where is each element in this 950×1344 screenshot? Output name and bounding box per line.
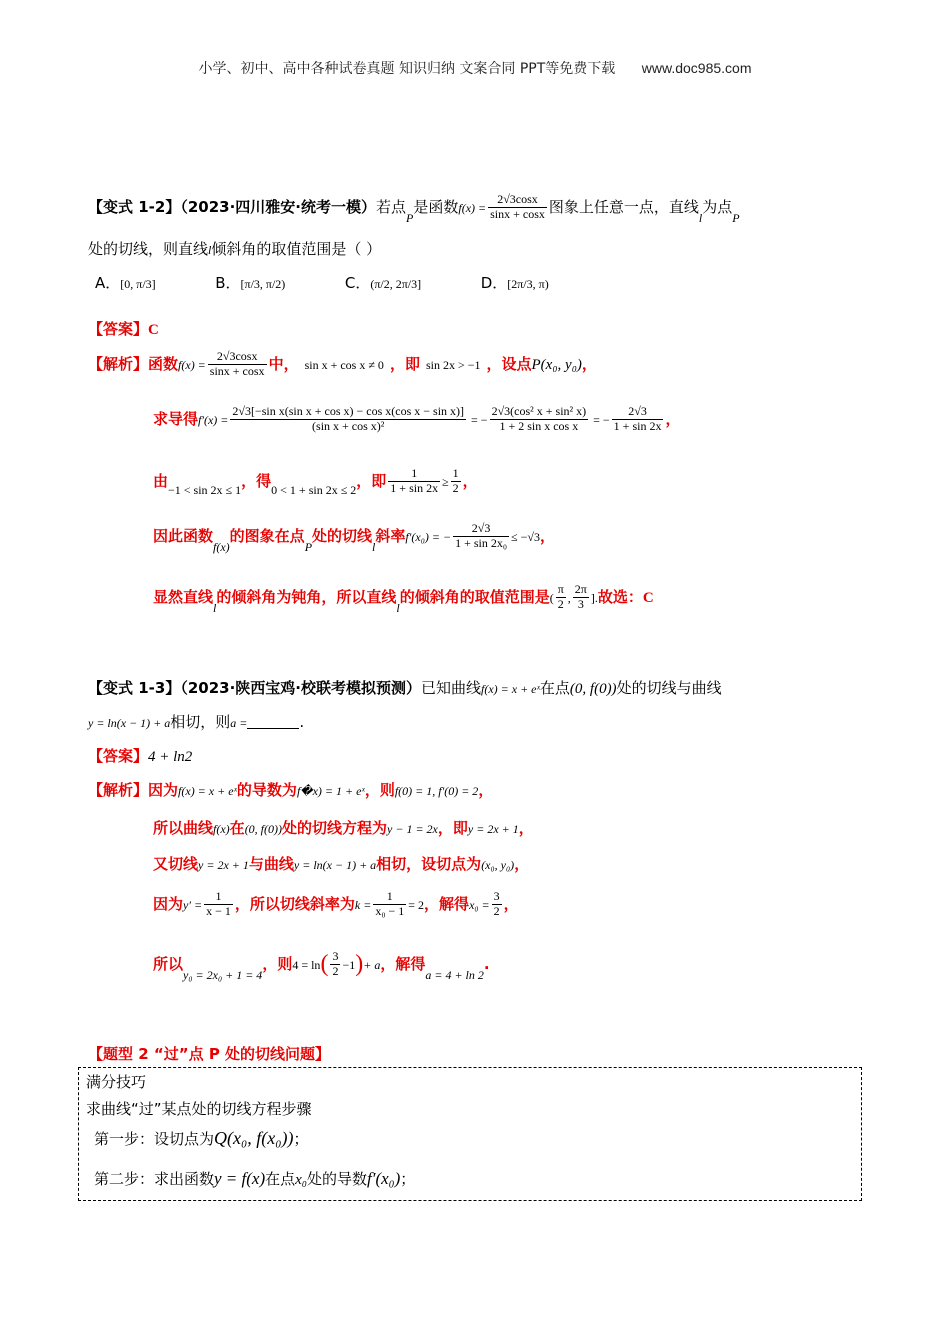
- q13-analysis-label: 【解析】: [88, 781, 149, 799]
- option-b-value: [π/3, π/2): [240, 277, 286, 291]
- q13-s2-pt: (0, f(0)): [244, 822, 283, 836]
- q12-s4-p: P: [304, 539, 313, 554]
- q13-label: 【变式 1-3】: [88, 679, 181, 697]
- q12-s2-frac1: [230, 405, 466, 434]
- q13-s2-d: y − 1 = 2x: [387, 822, 438, 836]
- q12-frac-num: 2√3cosx: [488, 193, 547, 208]
- q13-s2-b: 在: [229, 819, 245, 837]
- q12-s3-frac1: $\frac{1}{1 + \sin 2x}$: [390, 466, 439, 495]
- q12-s3-g: ≥: [442, 474, 449, 489]
- option-a-label: A．: [95, 274, 121, 292]
- q12-s1-fx: f(x) =: [178, 357, 206, 372]
- option-b[interactable]: [215, 274, 285, 292]
- q13-s5-b: y₀ = 2x₀ + 1 = 4: [183, 967, 263, 982]
- q12-analysis-line3: 由$_{-1 < sin 2x \le 1}$，得$_{0 < 1 + sin 2x \le 2}$，即 $\frac{1}{1 + \sin 2x}$ ≥ $\frac{1}{2}$ ，: [153, 466, 478, 497]
- q12-s2-frac2: [490, 405, 589, 434]
- q13-stem-a: 已知曲线: [420, 679, 481, 697]
- q13-s5-e: a = 4 + ln 2: [425, 967, 484, 982]
- q13-s1-fx: f(x) = x + eˣ: [178, 784, 237, 798]
- step1-end: ；: [293, 1130, 309, 1148]
- q13-s2-a: 所以曲线: [153, 819, 214, 837]
- q12-s5-l2: l: [396, 600, 400, 615]
- q12-s1-d: ，即: [389, 354, 420, 373]
- q12-s5-b: 的倾斜角为钝角，所以直线: [216, 587, 397, 606]
- q13-answer: [88, 745, 192, 766]
- option-d[interactable]: [481, 274, 549, 292]
- step1-math: Q(x₀, f(x₀)): [214, 1128, 294, 1148]
- q12-s4-c: 的图象在点: [229, 526, 305, 545]
- q12-line2-a: 处的切线，则直线: [88, 240, 209, 258]
- q12-s5-l: l: [213, 600, 217, 615]
- step2-deriv: f′(x₀): [367, 1169, 401, 1188]
- q12-s1-a: 函数: [148, 354, 179, 373]
- step1-label: 第一步：设切点为: [94, 1130, 215, 1148]
- step2-label: 第二步：求出函数: [94, 1170, 215, 1188]
- q13-s1-e: f(0) = 1, f′(0) = 2: [394, 784, 479, 798]
- q12-s5-d: 故选：: [597, 587, 643, 606]
- step2-func: y = f(x): [214, 1169, 266, 1188]
- type2-title: 【题型 2 “过”点 P 处的切线问题】: [88, 1045, 331, 1063]
- q13-analysis-line3: 又切线y = 2x + 1与曲线y = ln(x − 1) + a相切，设切点为(x₀, y₀)，: [153, 855, 530, 873]
- q12-stem-c: 图象上任意一点，直线: [548, 197, 699, 216]
- q12-answer: [88, 318, 159, 339]
- q13-stem-line1: [88, 677, 722, 698]
- option-c[interactable]: [345, 274, 421, 292]
- q12-answer-label: 【答案】: [88, 320, 149, 338]
- q13-s4-c: ，解得: [424, 894, 470, 913]
- q12-s1-e: sin 2x > −1: [425, 357, 481, 372]
- step2-deriv-label: 处的导数: [307, 1170, 368, 1188]
- q13-analysis-line5: 所以$_{y_0 = 2x_0 + 1 = 4}$，则4 = ln( $\frac{3}{2}$ −1)+ a，解得$_{a = 4 + ln 2}$.: [153, 949, 490, 982]
- q12-s3-d: 0 < 1 + sin 2x ≤ 2: [271, 482, 357, 497]
- q12-s2-den2: 1 + 2 sin x cos x: [499, 418, 579, 433]
- q13-answer-blank[interactable]: [247, 714, 299, 729]
- q12-s2-den: (sin x + cos x)²: [312, 418, 385, 433]
- tips-box-title: 满分技巧: [86, 1073, 147, 1091]
- q12-analysis-line4: 因此函数$_{f(x)}$的图象在点$_P$处的切线$_l$斜率f′(x₀) = − $\frac{2√3}{\text{1 + sin 2x₀}}$ ≤ −√3，: [153, 521, 555, 554]
- q12-stem-d: 为点: [702, 197, 733, 216]
- q12-stem-b: 是函数: [413, 197, 459, 216]
- q12-s3-c: ，得: [241, 471, 272, 490]
- q12-analysis-label: 【解析】: [88, 354, 149, 373]
- q12-s5-a: 显然直线: [153, 587, 214, 606]
- q12-s2-a: 求导得: [153, 409, 199, 428]
- q13-s1-d: ，则: [364, 781, 395, 799]
- q12-s2-den3: 1 + sin 2x: [613, 418, 662, 433]
- q12-s3-h: 2: [452, 480, 459, 495]
- q12-s2-num2: 2√3(cos² x + sin² x): [491, 404, 587, 418]
- q12-stem-line2: [88, 238, 381, 259]
- q12-fx: f(x) =: [458, 200, 487, 215]
- q13-s4-a: 因为: [153, 894, 184, 913]
- q12-s4-g: ≤ −√3: [511, 529, 540, 544]
- step2-end: ；: [400, 1170, 416, 1188]
- tips-step1: [94, 1128, 309, 1149]
- option-d-label: D．: [480, 274, 508, 292]
- q13-analysis-line4: 因为y′ = $\frac{1}{x - 1}$ ，所以切线斜率为k = $\frac{1}{\text{x₀ − 1}}$ = 2，解得x₀ = $\frac{3}{2}$ ，: [153, 889, 519, 918]
- q12-s3-a: 由: [153, 471, 169, 490]
- q13-s1-a: 因为: [148, 781, 179, 799]
- q13-answer-value: 4 + ln2: [148, 749, 193, 765]
- option-a-value: [0, π/3]: [120, 277, 156, 291]
- q12-p2: P: [732, 210, 740, 225]
- q13-answer-label: 【答案】: [88, 747, 149, 765]
- q13-curve: y = ln(x − 1) + a: [88, 716, 171, 730]
- option-c-label: C．: [344, 274, 371, 292]
- q13-s5-d: ，解得: [380, 954, 426, 973]
- q12-s1-frac-num: 2√3cosx: [208, 350, 267, 365]
- q12-s4-f: 1 + sin 2x₀: [455, 535, 508, 550]
- q12-l: l: [698, 210, 703, 225]
- header-url[interactable]: www.doc985.com: [641, 60, 752, 76]
- q12-s3-e: ，即: [356, 471, 387, 490]
- q12-s4-l: l: [372, 539, 376, 554]
- q13-s3-curve: y = ln(x − 1) + a: [293, 858, 377, 872]
- q12-s1-f: ，设点: [486, 354, 532, 373]
- q13-s3-line: y = 2x + 1: [198, 858, 249, 872]
- q12-source: （2023·四川雅安·统考一模）: [180, 197, 376, 216]
- q12-s2-frac3: [612, 405, 664, 434]
- q12-options: [95, 272, 549, 293]
- tips-step2: [94, 1168, 415, 1189]
- q13-fx: f(x) = x + eˣ: [481, 682, 540, 696]
- step2-at-point: 在点: [265, 1170, 296, 1188]
- q12-s4-frac: $\frac{2√3}{\text{1 + sin 2x₀}}$: [455, 521, 508, 550]
- step2-x0: x₀: [295, 1172, 308, 1188]
- q12-s1-frac: [208, 350, 267, 379]
- q12-s5-c: 的倾斜角的取值范围是: [399, 587, 550, 606]
- header-text: 小学、初中、高中各种试卷真题 知识归纳 文案合同 PPT等免费下载: [198, 61, 616, 77]
- option-a[interactable]: [95, 274, 156, 292]
- tips-line1: 求曲线“过”某点处的切线方程步骤: [86, 1100, 312, 1118]
- q13-stem-line2: y = ln(x − 1) + a相切，则a = .: [88, 713, 305, 731]
- q13-s2-f: y = 2x + 1: [467, 822, 519, 836]
- q12-s3-b: −1 < sin 2x ≤ 1: [168, 482, 242, 497]
- q12-s4-b: f(x): [213, 539, 230, 554]
- q12-s1-frac-den: sinx + cosx: [209, 363, 265, 378]
- q13-a-eq: a =: [230, 716, 248, 730]
- q12-s4-e: 斜率: [375, 526, 406, 545]
- q13-s2-e: ，即: [437, 819, 468, 837]
- q12-s2-num: 2√3[−sin x(sin x + cos x) − cos x(cos x − sin x)]: [232, 404, 465, 418]
- q13-s3-a: 又切线: [153, 855, 199, 873]
- q13-analysis-line1: 【解析】因为f(x) = x + eˣ的导数为f�x) = 1 + eˣ，则f(0) = 1, f′(0) = 2，: [88, 781, 494, 799]
- q13-pt: (0, f(0)): [569, 681, 617, 697]
- q12-analysis-line1: [88, 350, 597, 379]
- q13-s1-c: f�x) = 1 + eˣ: [296, 784, 365, 798]
- q12-label: 【变式 1-2】: [88, 197, 181, 216]
- q12-s1-g: P(x₀, y₀): [531, 356, 582, 373]
- q12-s4-d: 处的切线: [312, 526, 373, 545]
- q13-stem-d: 相切，则: [170, 713, 231, 731]
- q12-stem-line1: [88, 193, 740, 226]
- q12-stem-a: 若点: [375, 197, 406, 216]
- option-d-value: [2π/3, π): [507, 277, 549, 291]
- q13-s3-d: (x₀, y₀): [481, 858, 515, 872]
- q13-s2-c: 处的切线方程为: [282, 819, 388, 837]
- q13-analysis-line2: 所以曲线f(x)在(0, f(0))处的切线方程为y − 1 = 2x，即y = 2x + 1，: [153, 819, 534, 837]
- q13-s3-b: 与曲线: [248, 855, 294, 873]
- q13-stem-b: 在点: [539, 679, 570, 697]
- q12-p: P: [406, 210, 414, 225]
- q12-s4-a: 因此函数: [153, 526, 214, 545]
- q13-s3-c: 相切，设切点为: [376, 855, 482, 873]
- q12-s3-frac2: $\frac{1}{2}$: [452, 466, 459, 495]
- q12-s1-b: 中，: [268, 354, 299, 373]
- q12-answer-value: C: [148, 322, 159, 338]
- page-header: [0, 58, 950, 78]
- q12-s2-num3: 2√3: [612, 405, 664, 420]
- q12-s5-e: C: [642, 589, 654, 606]
- q12-analysis-line5: 显然直线$_l$的倾斜角为钝角，所以直线$_l$的倾斜角的取值范围是( $\frac{\pi}{2}$ , $\frac{2\pi}{3}$ ].故选：C: [153, 582, 654, 615]
- q12-frac-den: sinx + cosx: [490, 206, 545, 221]
- q12-s3-f: 1 + sin 2x: [390, 480, 439, 495]
- q13-stem-c: 处的切线与曲线: [616, 679, 722, 697]
- q13-s5-c: ，则: [262, 954, 293, 973]
- q13-s5-a: 所以: [153, 954, 184, 973]
- q12-s1-h: ，: [581, 354, 597, 373]
- q12-l2: l: [208, 243, 212, 257]
- q12-fraction: [488, 193, 547, 222]
- q13-s4-b: ，所以切线斜率为: [234, 894, 355, 913]
- option-c-value: (π/2, 2π/3]: [370, 277, 422, 291]
- q12-line2-b: 倾斜角的取值范围是（ ）: [211, 240, 382, 258]
- option-b-label: B．: [215, 274, 241, 292]
- q12-analysis-line2: 求导得f′(x) = $\frac{\text{2√3[−sin x(sin x + cos x) − cos x(cos x − sin x)]}}{\text{(sin x + cos x)²}}$ = − $\frac{\text{2√3(cos² x + sin² x)}}{\text{1 + 2 sin x cos x}}$ = − $\frac{2√3}{1 + \sin 2x}$ ，: [153, 404, 681, 433]
- q12-s1-c: sin x + cos x ≠ 0: [304, 357, 384, 372]
- q13-source: （2023·陕西宝鸡·校联考模拟预测）: [180, 679, 421, 697]
- q13-s1-b: 的导数为: [236, 781, 297, 799]
